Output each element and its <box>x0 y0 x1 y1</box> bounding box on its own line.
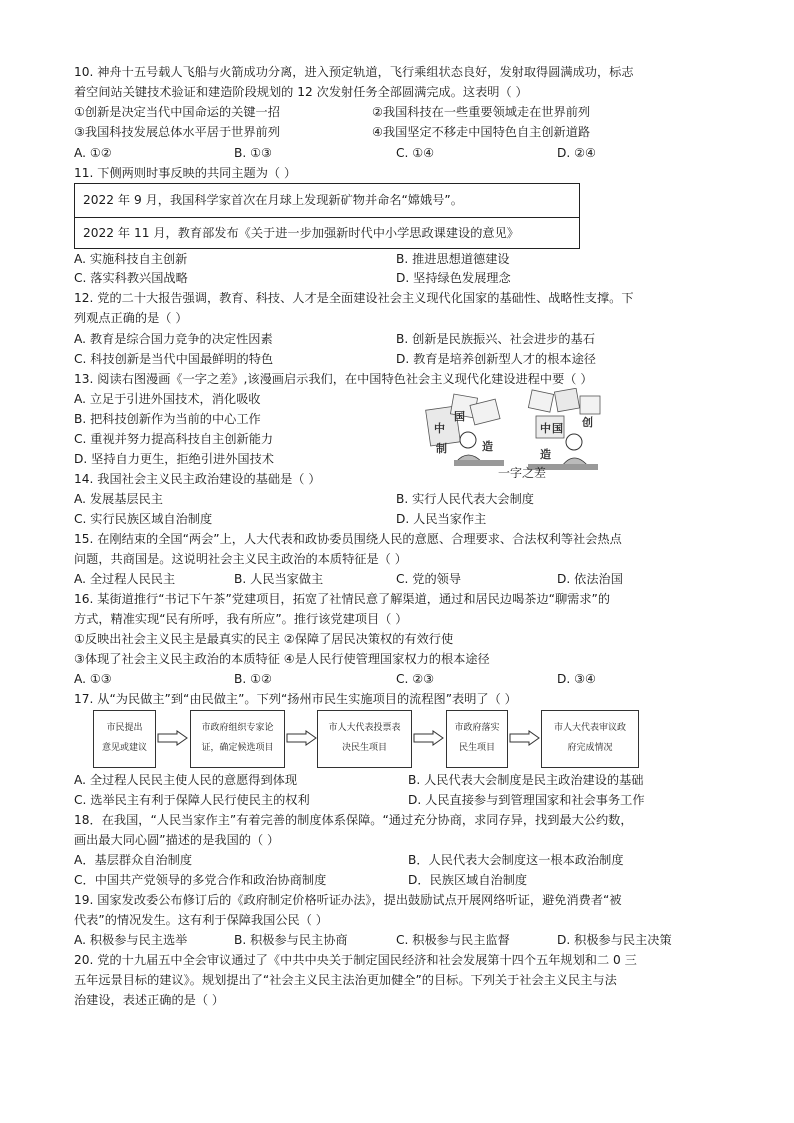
q13-option-b: B. 把科技创新作为当前的中心工作 <box>74 412 261 426</box>
q12-option-c: C. 科技创新是当代中国最鲜明的特色 <box>74 352 274 366</box>
q16-stem-line1: 16. 某街道推行“书记下午茶”党建项目，拓宽了社情民意了解渠道，通过和居民边喝茶边“聊需求”的 <box>74 592 611 606</box>
q13-option-a: A. 立足于引进外国技术，消化吸收 <box>74 392 261 406</box>
q15-option-d: D. 依法治国 <box>557 572 623 586</box>
q12-stem-line1: 12. 党的二十大报告强调，教育、科技、人才是全面建设社会主义现代化国家的基础性、战略性支撑。下 <box>74 291 634 305</box>
cartoon-right-char-4: 造 <box>540 448 551 461</box>
q10-option-a: A. ①② <box>74 146 112 160</box>
flow-step-4-line2: 民生项目 <box>458 743 495 753</box>
q15-stem-line2: 问题，共商国是。这说明社会主义民主政治的本质特征是（ ） <box>74 552 407 566</box>
flow-step-1-line1: 市民提出 <box>106 723 143 733</box>
q18-stem-line1: 18．在我国，“人民当家作主”有着完善的制度体系保障。“通过充分协商，求同存异，找到最大公约数， <box>74 813 633 827</box>
q19-stem-line1: 19. 国家发改委公布修订后的《政府制定价格听证办法》，提出鼓励试点开展网络听证，避免消费者“被 <box>74 893 622 907</box>
q11-news-1: 2022 年 9 月，我国科学家首次在月球上发现新矿物并命名“嫦娥号”。 <box>83 193 463 207</box>
q13-stem: 13. 阅读右图漫画《一字之差》,该漫画启示我们，在中国特色社会主义现代化建设进程中要（ ） <box>74 372 593 386</box>
q14-option-c: C. 实行民族区域自治制度 <box>74 512 213 526</box>
cartoon-left-char-3: 制 <box>436 442 447 455</box>
flow-step-5 <box>541 710 639 768</box>
q19-stem-line2: 代表”的情况发生。这有利于保障我国公民（ ） <box>74 913 328 927</box>
q11-option-a: A. 实施科技自主创新 <box>74 252 188 266</box>
q18-stem-line2: 画出最大同心圆”描述的是我国的（ ） <box>74 833 280 847</box>
q10-statement-2: ②我国科技在一些重要领域走在世界前列 <box>372 105 591 119</box>
q16-statements-3-4: ③体现了社会主义民主政治的本质特征 ④是人民行使管理国家权力的根本途径 <box>74 652 490 666</box>
q10-stem-line2: 着空间站关键技术验证和建造阶段规划的 12 次发射任务全部圆满完成。这表明（ ） <box>74 85 528 99</box>
flow-step-2 <box>190 710 285 768</box>
cartoon-left-char-2: 国 <box>454 410 465 423</box>
q19-option-c: C. 积极参与民主监督 <box>396 933 510 947</box>
flow-arrow-icon <box>413 730 445 746</box>
flow-step-3-line2: 决民生项目 <box>341 743 387 753</box>
flow-step-5-line2: 府完成情况 <box>567 743 613 753</box>
cartoon-right-char-3: 创 <box>582 416 593 429</box>
q10-statement-3: ③我国科技发展总体水平居于世界前列 <box>74 125 280 139</box>
flow-step-2-line2: 证，确定候选项目 <box>201 743 274 753</box>
q16-stem-line2: 方式，精准实现“民有所呼，我有所应”。推行该党建项目（ ） <box>74 612 408 626</box>
cartoon-caption: 一字之差 <box>498 466 547 480</box>
q19-option-d: D. 积极参与民主决策 <box>557 933 672 947</box>
q14-option-b: B. 实行人民代表大会制度 <box>396 492 534 506</box>
q10-option-b: B. ①③ <box>234 146 272 160</box>
q11-stem: 11. 下侧两则时事反映的共同主题为（ ） <box>74 166 297 180</box>
q11-news-2: 2022 年 11 月，教育部发布《关于进一步加强新时代中小学思政课建设的意见》 <box>83 226 519 240</box>
q16-option-c: C. ②③ <box>396 672 435 686</box>
q15-option-a: A. 全过程人民民主 <box>74 572 176 586</box>
cartoon-right-char-1: 中 <box>540 422 551 435</box>
q20-stem-line1: 20. 党的十九届五中全会审议通过了《中共中央关于制定国民经济和社会发展第十四个五年规划和二 0 三 <box>74 953 637 967</box>
cartoon-left-char-1: 中 <box>434 422 445 435</box>
cartoon-left-char-4: 造 <box>482 440 493 453</box>
q18-option-b: B．人民代表大会制度这一根本政治制度 <box>408 853 624 867</box>
flow-step-2-line1: 市政府组织专家论 <box>201 723 274 733</box>
q18-option-d: D．民族区域自治制度 <box>408 873 528 887</box>
flow-step-3-line1: 市人大代表投票表 <box>328 723 401 733</box>
flow-arrow-icon <box>157 730 189 746</box>
q12-stem-line2: 列观点正确的是（ ） <box>74 311 188 325</box>
flow-step-5-line1: 市人大代表审议政 <box>553 723 626 733</box>
q13-option-d: D. 坚持自力更生，拒绝引进外国技术 <box>74 452 274 466</box>
flow-step-1-line2: 意见或建议 <box>101 743 147 753</box>
flow-step-4 <box>446 710 508 768</box>
q19-option-a: A. 积极参与民主选举 <box>74 933 188 947</box>
q17-stem: 17. 从“为民做主”到“由民做主”。下列“扬州市民生实施项目的流程图”表明了（ ） <box>74 692 517 706</box>
q11-option-b: B. 推进思想道德建设 <box>396 252 510 266</box>
q11-option-d: D. 坚持绿色发展理念 <box>396 271 511 285</box>
q16-statements-1-2: ①反映出社会主义民主是最真实的民主 ②保障了居民决策权的有效行使 <box>74 632 454 646</box>
q18-option-c: C．中国共产党领导的多党合作和政治协商制度 <box>74 873 327 887</box>
q16-option-b: B. ①② <box>234 672 272 686</box>
q10-option-c: C. ①④ <box>396 146 435 160</box>
q12-option-b: B. 创新是民族振兴、社会进步的基石 <box>396 332 595 346</box>
q11-option-c: C. 落实科教兴国战略 <box>74 271 188 285</box>
q15-stem-line1: 15. 在刚结束的全国“两会”上，人大代表和政协委员围绕人民的意愿、合理要求、合法权利等社会热点 <box>74 532 622 546</box>
q12-option-a: A. 教育是综合国力竞争的决定性因素 <box>74 332 273 346</box>
q14-stem: 14. 我国社会主义民主政治建设的基础是（ ） <box>74 472 321 486</box>
q19-option-b: B. 积极参与民主协商 <box>234 933 348 947</box>
flow-step-1 <box>93 710 156 768</box>
q16-option-d: D. ③④ <box>557 672 596 686</box>
cartoon-right-char-2: 国 <box>552 422 563 435</box>
q16-option-a: A. ①③ <box>74 672 112 686</box>
q11-news-box <box>74 183 580 249</box>
q17-option-a: A. 全过程人民民主使人民的意愿得到体现 <box>74 773 298 787</box>
flow-step-3 <box>317 710 412 768</box>
cartoon-right-figure <box>528 388 600 470</box>
q14-option-a: A. 发展基层民主 <box>74 492 163 506</box>
q18-option-a: A．基层群众自治制度 <box>74 853 193 867</box>
q10-statement-4: ④我国坚定不移走中国特色自主创新道路 <box>372 125 591 139</box>
q15-option-c: C. 党的领导 <box>396 572 462 586</box>
q12-option-d: D. 教育是培养创新型人才的根本途径 <box>396 352 596 366</box>
q10-stem-line1: 10. 神舟十五号载人飞船与火箭成功分离，进入预定轨道，飞行乘组状态良好，发射取得圆满成功，标志 <box>74 65 634 79</box>
q13-option-c: C. 重视并努力提高科技自主创新能力 <box>74 432 274 446</box>
q17-option-c: C. 选举民主有利于保障人民行使民主的权利 <box>74 793 310 807</box>
flow-step-4-line1: 市政府落实 <box>454 723 500 733</box>
q17-option-b: B. 人民代表大会制度是民主政治建设的基础 <box>408 773 644 787</box>
q20-stem-line3: 治建设，表述正确的是（ ） <box>74 993 225 1007</box>
q20-stem-line2: 五年远景目标的建议》。规划提出了“社会主义民主法治更加健全”的目标。下列关于社会主义民主与法 <box>74 973 617 987</box>
q10-option-d: D. ②④ <box>557 146 596 160</box>
flow-arrow-icon <box>286 730 318 746</box>
q10-statement-1: ①创新是决定当代中国命运的关键一招 <box>74 105 280 119</box>
q14-option-d: D. 人民当家作主 <box>396 512 487 526</box>
q15-option-b: B. 人民当家做主 <box>234 572 324 586</box>
q11-news-divider <box>75 217 579 218</box>
q17-option-d: D. 人民直接参与到管理国家和社会事务工作 <box>408 793 645 807</box>
flow-arrow-icon <box>509 730 541 746</box>
